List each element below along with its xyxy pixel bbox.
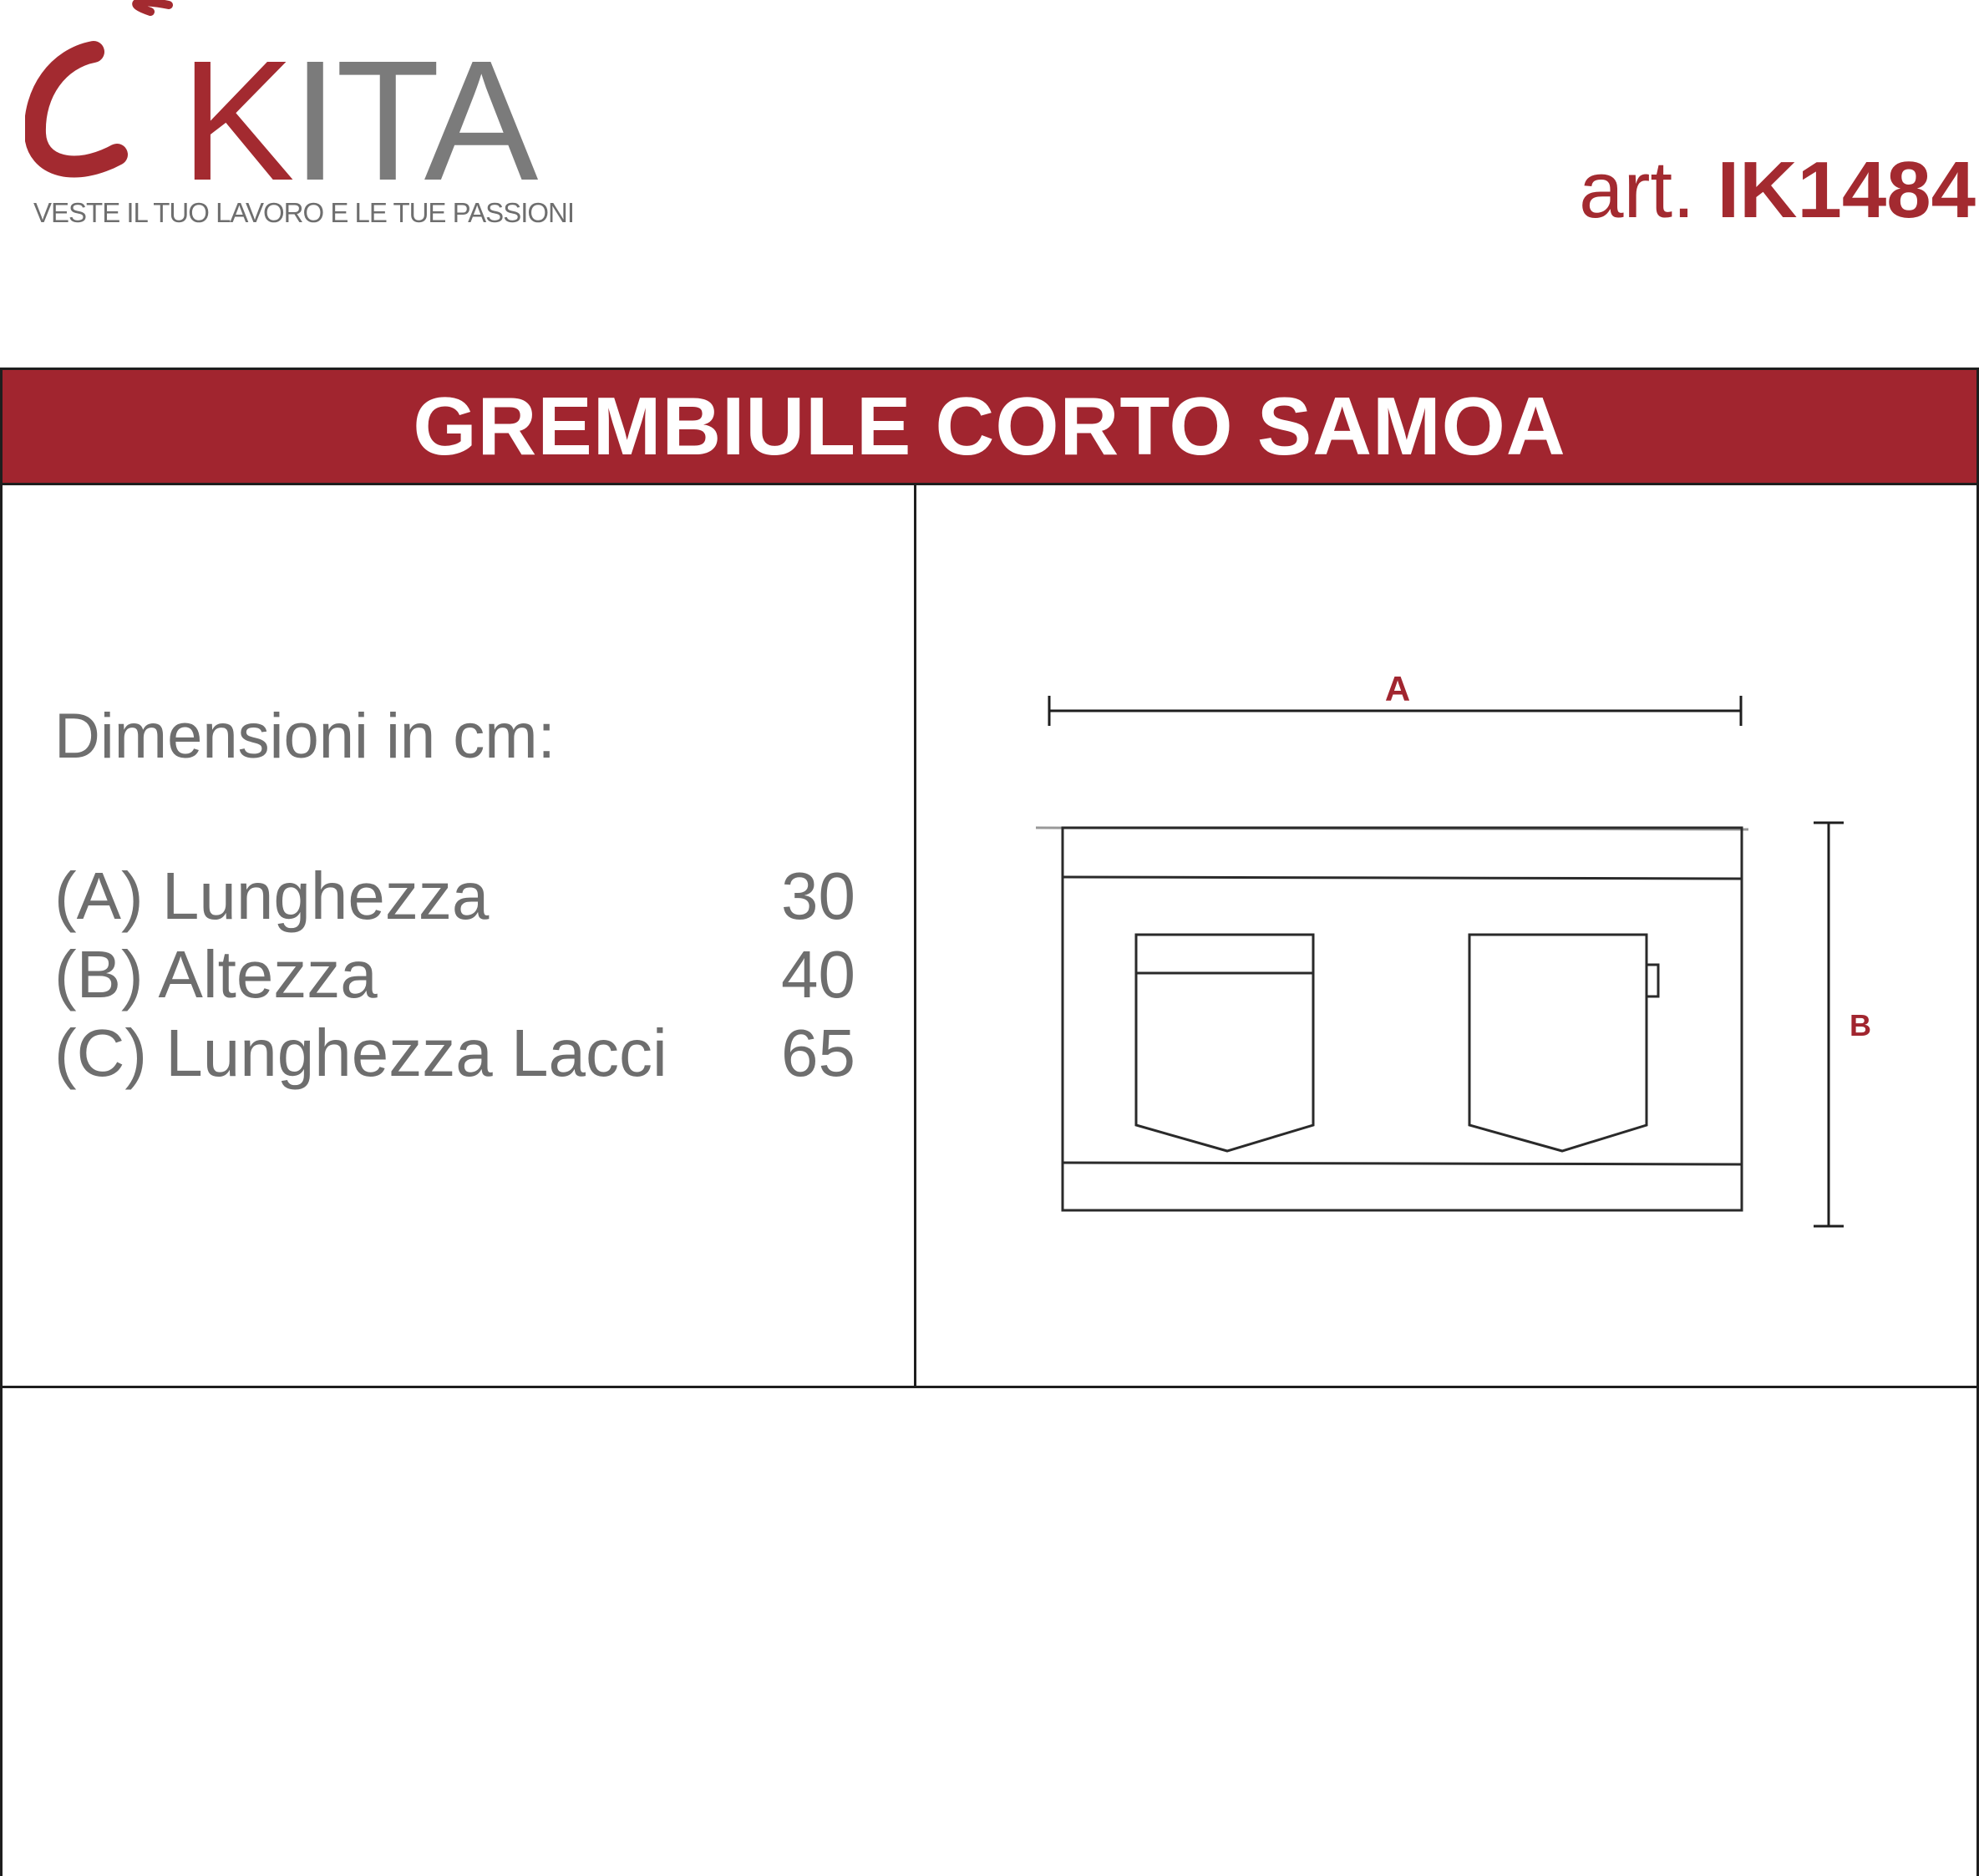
notes-area bbox=[3, 1391, 1976, 1876]
dimension-a-label: A bbox=[1384, 669, 1411, 708]
dimension-row-c bbox=[54, 1016, 865, 1098]
dimensions-heading: Dimensioni in cm: bbox=[54, 701, 556, 772]
apron-technical-drawing bbox=[916, 485, 1979, 1388]
pocket-left bbox=[1136, 935, 1313, 1151]
article-prefix: art. bbox=[1579, 145, 1695, 235]
dimension-value: 40 bbox=[781, 937, 855, 1012]
product-sheet bbox=[0, 368, 1979, 1876]
logo-tagline: VESTE IL TUO LAVORO E LE TUE PASSIONI bbox=[33, 197, 575, 228]
article-number: IK1484 bbox=[1717, 145, 1976, 235]
dimension-row-b bbox=[54, 937, 865, 1020]
dimension-b-line bbox=[1814, 823, 1844, 1226]
logo-wordmark: KITA bbox=[180, 25, 535, 216]
apron-outline bbox=[1036, 828, 1748, 1210]
dimensions-list bbox=[54, 859, 865, 1098]
dimension-label: (B) Altezza bbox=[54, 937, 378, 1012]
drawing-panel bbox=[916, 485, 1976, 1386]
logo-swoosh-icon bbox=[25, 0, 192, 184]
details-row bbox=[3, 485, 1976, 1388]
pocket-right bbox=[1469, 935, 1658, 1151]
dimension-label: (A) Lunghezza bbox=[54, 859, 490, 933]
dimensions-panel bbox=[3, 485, 916, 1386]
article-code bbox=[1579, 145, 1976, 235]
dimension-row-a bbox=[54, 859, 865, 941]
brand-logo bbox=[25, 0, 593, 242]
dimension-label: (C) Lunghezza Lacci bbox=[54, 1016, 667, 1090]
title-bar bbox=[3, 370, 1976, 485]
dimension-value: 65 bbox=[781, 1016, 855, 1090]
dimension-b-label: B bbox=[1850, 1008, 1871, 1042]
product-title: GREMBIULE CORTO SAMOA bbox=[413, 380, 1566, 472]
dimension-value: 30 bbox=[781, 859, 855, 933]
